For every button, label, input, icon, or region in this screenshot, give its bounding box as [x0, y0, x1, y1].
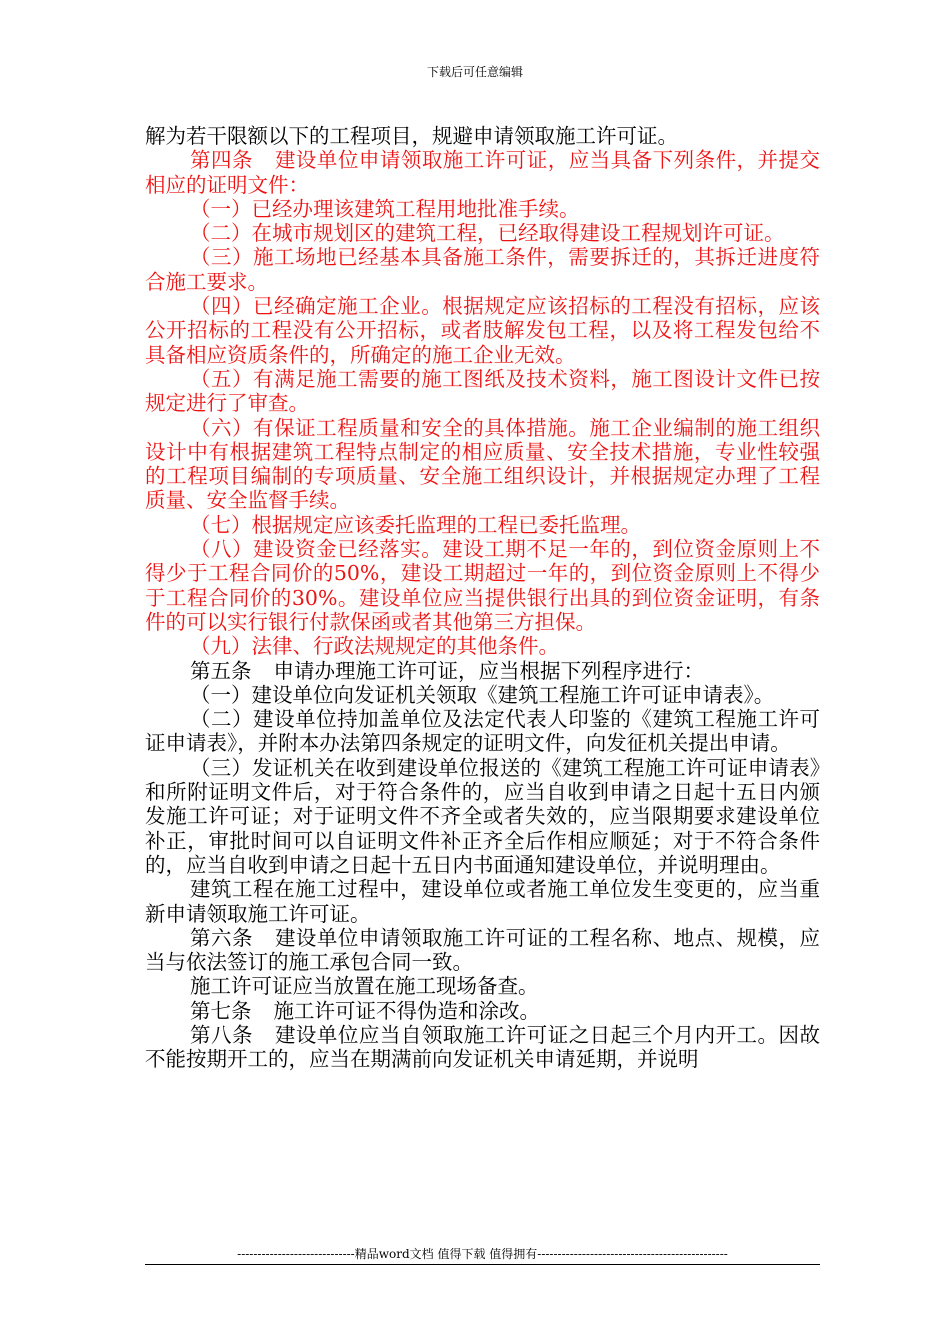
- paragraph-text: （二）建设单位持加盖单位及法定代表人印鉴的《建筑工程施工许可证申请表》，并附本办法第四条规定的证明文件，向发征机关提出申请。: [145, 707, 820, 756]
- paragraph-text: 解为若干限额以下的工程项目，规避申请领取施工许可证。: [145, 124, 678, 148]
- article-7: [145, 999, 820, 1023]
- paragraph-text: （五）有满足施工需要的施工图纸及技术资料，施工图设计文件已按规定进行了审查。: [145, 366, 820, 416]
- paragraph: [145, 124, 820, 148]
- list-item: [145, 634, 820, 658]
- paragraph-text: 建设单位应当自领取施工许可证之日起三个月内开工。因故不能按期开工的，应当在期满前向发证机关申请延期，并说明: [145, 1022, 821, 1072]
- paragraph-text: （三）发证机关在收到建设单位报送的《建筑工程施工许可证申请表》和所附证明文件后，对于符合条件的，应当自收到申请之日起十五日内颁发施工许可证；对于证明文件不齐全或者失效的，应当限期要求建设单位补正，审批时间可以自证明文件补正齐全后作相应顺延；对于不符合条件的，应当自收到申请之日起十五日内书面通知建设单位，并说明理由。: [145, 755, 820, 877]
- list-item: [145, 294, 820, 367]
- paragraph: [145, 877, 820, 926]
- list-item: [145, 367, 820, 416]
- list-item: [145, 683, 820, 707]
- document-body: [145, 124, 820, 1072]
- page-header: 下载后可任意编辑: [426, 65, 523, 79]
- paragraph-text: 施工许可证不得伪造和涂改。: [273, 998, 540, 1023]
- list-item: [145, 513, 820, 537]
- page-footer: -----------------------------精品word文档 值得下载 值得拥有-----------------------------------------------: [237, 1247, 728, 1261]
- article-8: [145, 1023, 820, 1072]
- article-5: [145, 659, 820, 683]
- list-item: [145, 707, 820, 756]
- paragraph: [145, 974, 820, 998]
- paragraph-text: 建筑工程在施工过程中，建设单位或者施工单位发生变更的，应当重新申请领取施工许可证。: [145, 877, 820, 926]
- list-item: [145, 197, 820, 221]
- paragraph-text: （四）已经确定施工企业。根据规定应该招标的工程没有招标，应该公开招标的工程没有公开招标，或者肢解发包工程，以及将工程发包给不具备相应资质条件的，所确定的施工企业无效。: [145, 294, 820, 367]
- article-number: 第四条: [190, 148, 253, 173]
- paragraph-text: （八）建设资金已经落实。建设工期不足一年的，到位资金原则上不得少于工程合同价的50%，建设工期超过一年的，到位资金原则上不得少于工程合同价的30%。建设单位应当提供银行出具的到位资金证明，有条件的可以实行银行付款保函或者其他第三方担保。: [145, 537, 820, 634]
- paragraph-text: 建设单位申请领取施工许可证，应当具备下列条件，并提交相应的证明文件：: [145, 148, 821, 197]
- paragraph-text: （一）已经办理该建筑工程用地批准手续。: [190, 196, 580, 221]
- paragraph-text: （二）在城市规划区的建筑工程，已经取得建设工程规划许可证。: [190, 221, 785, 246]
- paragraph-text: （三）施工场地已经基本具备施工条件，需要拆迁的，其拆迁进度符合施工要求。: [145, 245, 820, 294]
- list-item: [145, 416, 820, 513]
- article-6: [145, 926, 820, 975]
- article-number: 第六条: [190, 925, 253, 950]
- list-item: [145, 245, 820, 294]
- list-item: [145, 537, 820, 634]
- article-number: 第八条: [190, 1022, 253, 1047]
- list-item: [145, 756, 820, 877]
- paragraph-text: （一）建设单位向发证机关领取《建筑工程施工许可证申请表》。: [190, 682, 775, 707]
- paragraph-text: 申请办理施工许可证，应当根据下列程序进行：: [273, 658, 704, 683]
- paragraph-text: （七）根据规定应该委托监理的工程已委托监理。: [190, 512, 641, 537]
- article-4: [145, 148, 820, 197]
- paragraph-text: （九）法律、行政法规规定的其他条件。: [190, 634, 559, 659]
- article-number: 第五条: [190, 658, 252, 683]
- list-item: [145, 221, 820, 245]
- footer-divider: [145, 1264, 820, 1265]
- paragraph-text: （六）有保证工程质量和安全的具体措施。施工企业编制的施工组织设计中有根据建筑工程特点制定的相应质量、安全技术措施，专业性较强的工程项目编制的专项质量、安全施工组织设计，并根据规定办理了工程质量、安全监督手续。: [145, 415, 820, 513]
- paragraph-text: 建设单位申请领取施工许可证的工程名称、地点、规模，应当与依法签订的施工承包合同一致。: [145, 925, 821, 975]
- paragraph-text: 施工许可证应当放置在施工现场备查。: [190, 974, 539, 999]
- article-number: 第七条: [190, 998, 252, 1023]
